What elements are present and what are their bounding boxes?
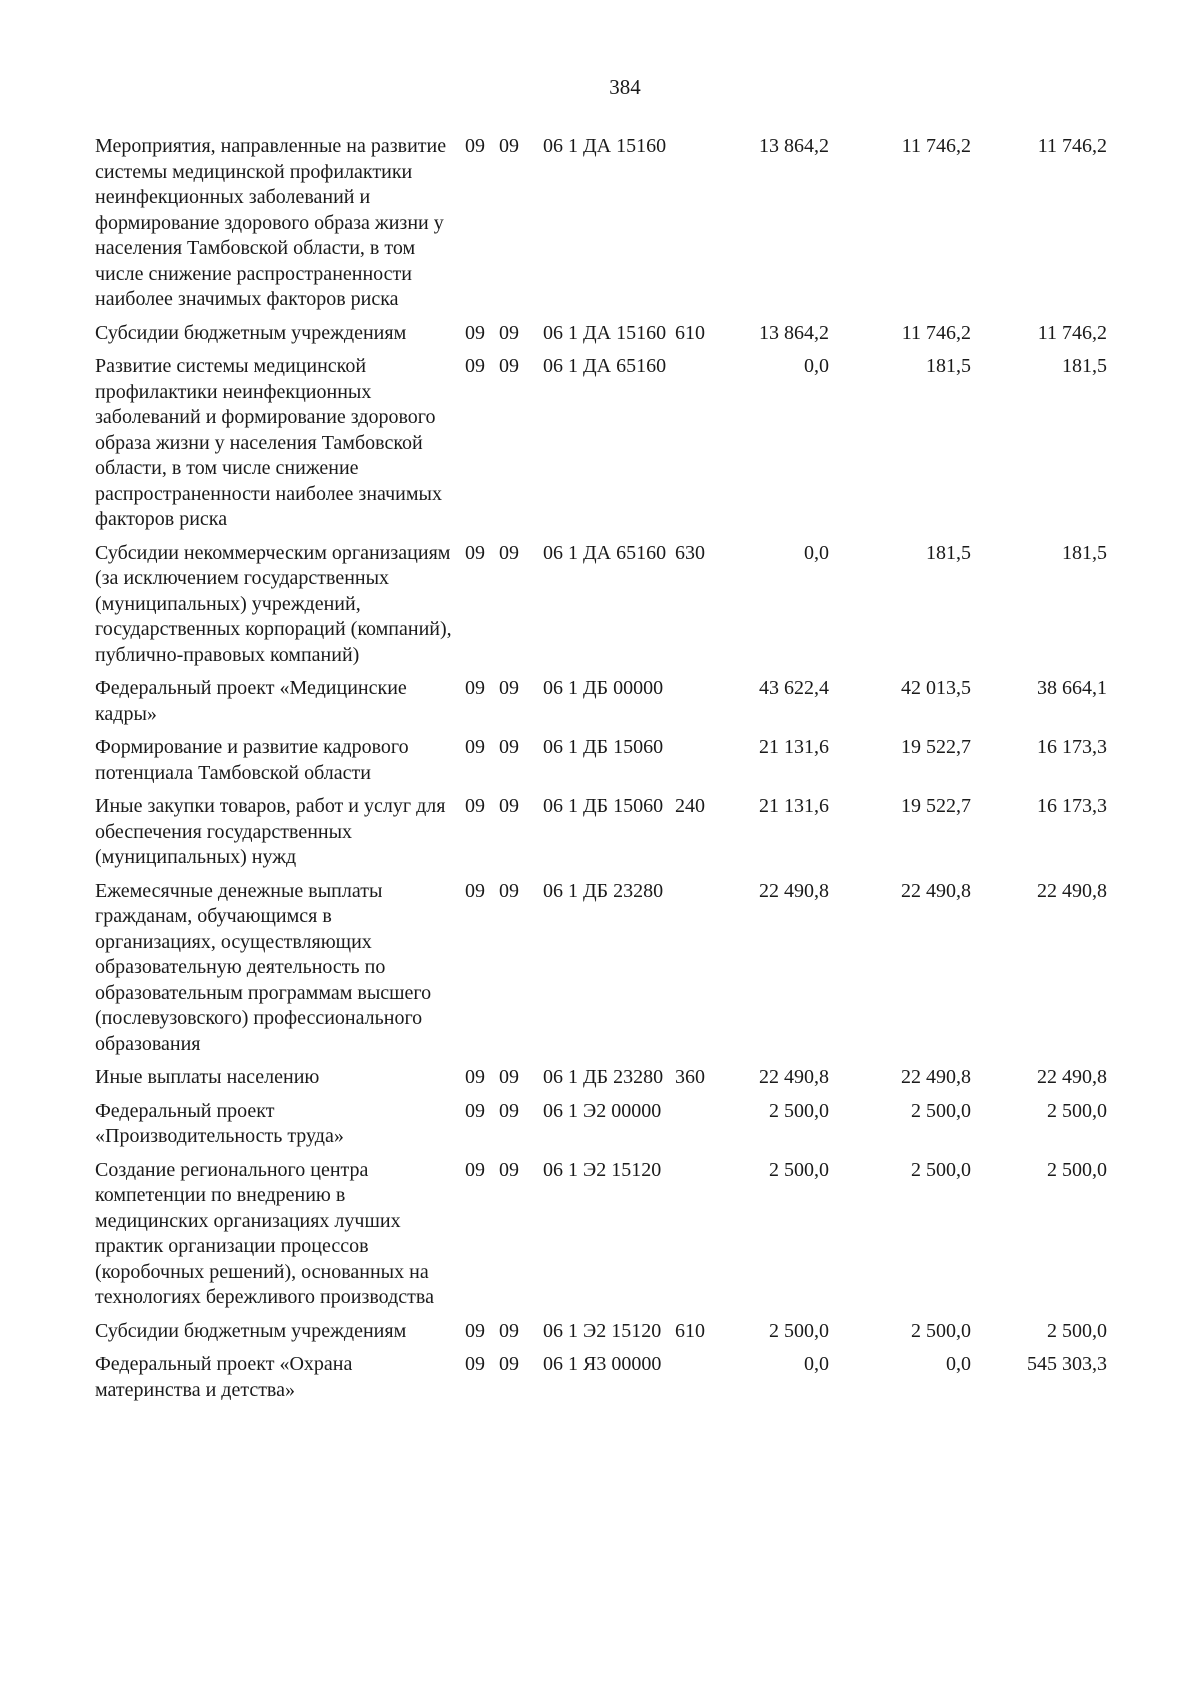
table-row <box>95 879 1107 1066</box>
row-subsection: 09 <box>499 1319 519 1342</box>
page-number: 384 <box>609 75 641 99</box>
row-amount-1: 22 490,8 <box>759 1066 829 1088</box>
row-subsection: 09 <box>499 135 519 157</box>
table-row <box>95 541 1107 677</box>
row-section: 09 <box>465 1099 485 1122</box>
row-amount-1: 21 131,6 <box>759 795 829 817</box>
row-amount-3: 11 746,2 <box>1037 135 1107 157</box>
row-amount-1: 0,0 <box>804 1353 829 1375</box>
row-amount-2: 11 746,2 <box>901 135 971 157</box>
table-row <box>95 321 1107 355</box>
row-name: Иные выплаты населению <box>95 1066 320 1088</box>
row-target-article: 06 1 ДА 65160 <box>543 355 667 377</box>
row-expense-type: 610 <box>675 321 705 344</box>
row-subsection: 09 <box>499 541 519 564</box>
row-target-article: 06 1 Э2 15120 <box>543 1158 662 1181</box>
row-section: 09 <box>465 1353 485 1375</box>
row-name: Иные закупки товаров, работ и услуг для обеспечения государственных (муниципальных) нужд <box>95 795 446 868</box>
row-section: 09 <box>465 1319 485 1342</box>
row-amount-2: 19 522,7 <box>901 736 971 758</box>
row-amount-3: 38 664,1 <box>1037 677 1107 699</box>
row-amount-1: 0,0 <box>804 541 829 564</box>
row-expense-type <box>675 1099 735 1158</box>
table-row <box>95 794 1107 879</box>
row-amount-3: 181,5 <box>1062 355 1107 377</box>
row-amount-1: 22 490,8 <box>759 879 829 902</box>
table-row <box>95 1065 1107 1099</box>
row-name: Формирование и развитие кадрового потенциала Тамбовской области <box>95 736 409 784</box>
table-row <box>95 134 1107 321</box>
row-section: 09 <box>465 879 485 902</box>
row-section: 09 <box>465 135 485 157</box>
row-amount-1: 13 864,2 <box>759 321 829 344</box>
row-subsection: 09 <box>499 355 519 377</box>
row-subsection: 09 <box>499 1099 519 1122</box>
row-section: 09 <box>465 355 485 377</box>
row-expense-type <box>675 676 735 735</box>
table-row <box>95 1319 1107 1353</box>
row-section: 09 <box>465 321 485 344</box>
row-amount-2: 19 522,7 <box>901 795 971 817</box>
table-row <box>95 1158 1107 1319</box>
row-subsection: 09 <box>499 321 519 344</box>
row-subsection: 09 <box>499 677 519 699</box>
row-name: Субсидии некоммерческим организациям (за исключением государственных (муниципальных) учреждений, государственных корпораций (компаний), публично-правовых компаний) <box>95 541 452 666</box>
row-name: Федеральный проект «Охрана материнства и детства» <box>95 1353 353 1401</box>
row-section: 09 <box>465 1066 485 1088</box>
row-amount-1: 2 500,0 <box>769 1319 829 1342</box>
row-amount-3: 16 173,3 <box>1037 736 1107 758</box>
row-amount-3: 181,5 <box>1062 541 1107 564</box>
row-target-article: 06 1 ДА 65160 <box>543 541 667 564</box>
row-amount-1: 2 500,0 <box>769 1158 829 1181</box>
row-expense-type: 360 <box>675 1066 705 1088</box>
row-name: Субсидии бюджетным учреждениям <box>95 321 407 344</box>
row-name: Мероприятия, направленные на развитие системы медицинской профилактики неинфекционных заболеваний и формирование здорового образа жизни у населения Тамбовской области, в том числе снижение распространенности наиболее значимых факторов риска <box>95 135 447 310</box>
row-amount-2: 2 500,0 <box>911 1319 971 1342</box>
table-row <box>95 354 1107 541</box>
row-name: Федеральный проект «Медицинские кадры» <box>95 677 407 725</box>
row-subsection: 09 <box>499 879 519 902</box>
row-expense-type <box>675 879 735 1066</box>
row-subsection: 09 <box>499 1158 519 1181</box>
row-amount-1: 2 500,0 <box>769 1099 829 1122</box>
row-expense-type <box>675 134 735 321</box>
row-amount-1: 13 864,2 <box>759 135 829 157</box>
row-amount-1: 0,0 <box>804 355 829 377</box>
row-name: Субсидии бюджетным учреждениям <box>95 1319 407 1342</box>
table-row <box>95 676 1107 735</box>
row-amount-2: 2 500,0 <box>911 1099 971 1122</box>
row-expense-type: 610 <box>675 1319 705 1342</box>
row-amount-3: 22 490,8 <box>1037 1066 1107 1088</box>
row-target-article: 06 1 ДА 15160 <box>543 135 667 157</box>
row-amount-2: 11 746,2 <box>901 321 971 344</box>
row-amount-3: 2 500,0 <box>1047 1319 1107 1342</box>
row-expense-type: 630 <box>675 541 705 564</box>
row-amount-3: 2 500,0 <box>1047 1158 1107 1181</box>
row-subsection: 09 <box>499 795 519 817</box>
row-target-article: 06 1 ДБ 15060 <box>543 736 664 758</box>
row-amount-3: 11 746,2 <box>1037 321 1107 344</box>
row-expense-type <box>675 354 735 541</box>
row-expense-type <box>675 1352 735 1411</box>
row-section: 09 <box>465 1158 485 1181</box>
row-amount-2: 181,5 <box>926 355 971 377</box>
row-amount-1: 21 131,6 <box>759 736 829 758</box>
table-row <box>95 735 1107 794</box>
table-row <box>95 1352 1107 1411</box>
row-amount-1: 43 622,4 <box>759 677 829 699</box>
row-expense-type: 240 <box>675 795 705 817</box>
row-section: 09 <box>465 541 485 564</box>
row-target-article: 06 1 ДБ 23280 <box>543 879 664 902</box>
row-amount-3: 2 500,0 <box>1047 1099 1107 1122</box>
row-amount-2: 42 013,5 <box>901 677 971 699</box>
row-expense-type <box>675 1158 735 1319</box>
row-target-article: 06 1 ДБ 00000 <box>543 677 664 699</box>
row-subsection: 09 <box>499 1353 519 1375</box>
row-target-article: 06 1 Я3 00000 <box>543 1353 662 1375</box>
row-amount-2: 22 490,8 <box>901 1066 971 1088</box>
row-name: Ежемесячные денежные выплаты гражданам, обучающимся в организациях, осуществляющих образовательную деятельность по образовательным программам высшего (послевузовского) профессионального образования <box>95 879 432 1055</box>
row-target-article: 06 1 ДБ 23280 <box>543 1066 664 1088</box>
row-target-article: 06 1 ДБ 15060 <box>543 795 664 817</box>
row-section: 09 <box>465 795 485 817</box>
row-amount-2: 181,5 <box>926 541 971 564</box>
row-amount-2: 0,0 <box>946 1353 971 1375</box>
row-section: 09 <box>465 677 485 699</box>
row-amount-2: 22 490,8 <box>901 879 971 902</box>
row-subsection: 09 <box>499 736 519 758</box>
row-amount-3: 22 490,8 <box>1037 879 1107 902</box>
row-amount-3: 16 173,3 <box>1037 795 1107 817</box>
row-amount-3: 545 303,3 <box>1027 1353 1107 1375</box>
table-row <box>95 1099 1107 1158</box>
row-name: Развитие системы медицинской профилактики неинфекционных заболеваний и формирование здорового образа жизни у населения Тамбовской области, в том числе снижение распространенности наиболее значимых факторов риска <box>95 355 442 530</box>
row-subsection: 09 <box>499 1066 519 1088</box>
row-target-article: 06 1 Э2 00000 <box>543 1099 662 1122</box>
row-amount-2: 2 500,0 <box>911 1158 971 1181</box>
row-expense-type <box>675 735 735 794</box>
row-section: 09 <box>465 736 485 758</box>
table-body <box>95 134 1107 1411</box>
row-target-article: 06 1 ДА 15160 <box>543 321 667 344</box>
row-name: Федеральный проект «Производительность труда» <box>95 1099 344 1147</box>
budget-table <box>95 134 1107 1411</box>
row-name: Создание регионального центра компетенции по внедрению в медицинских организациях лучших практик организации процессов (коробочных решений), основанных на технологиях бережливого производства <box>95 1158 434 1308</box>
row-target-article: 06 1 Э2 15120 <box>543 1319 662 1342</box>
